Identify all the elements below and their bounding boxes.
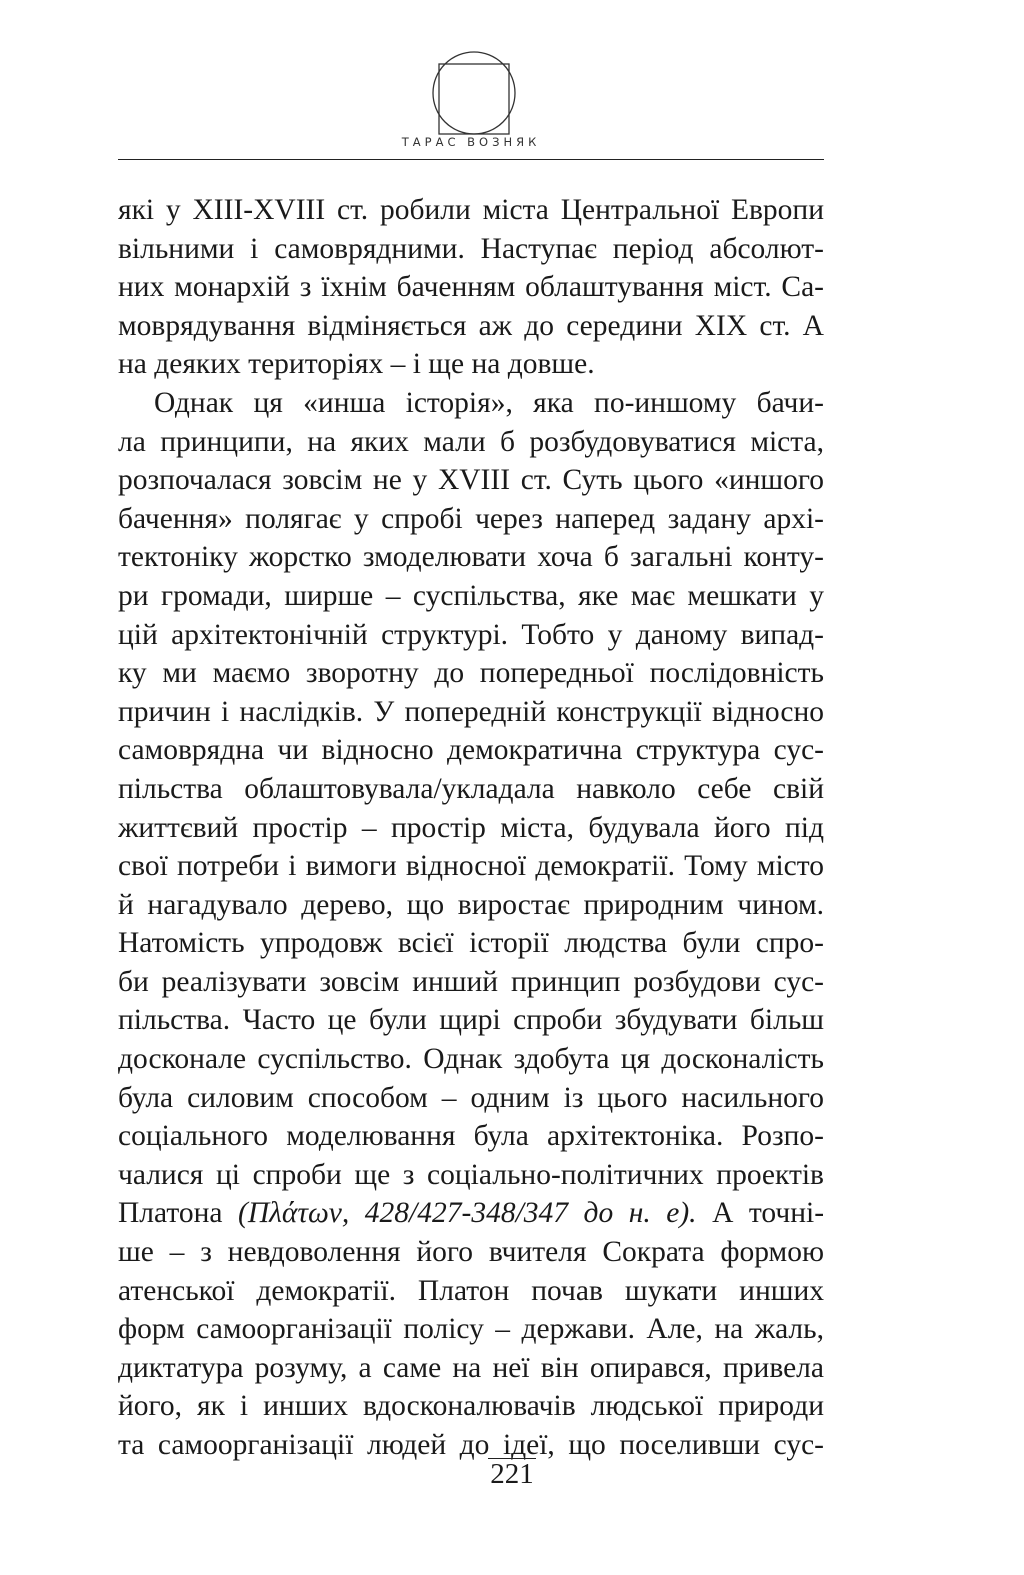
text-line: соціального моделювання була архітектоніка. Розпо-	[118, 1120, 824, 1153]
text-line: атенської демократії. Платон почав шукати инших	[118, 1274, 824, 1307]
running-head: ТАРАС ВОЗНЯК	[401, 135, 541, 149]
text-line-with-citation	[118, 1194, 824, 1233]
body-text	[118, 191, 824, 1465]
text-line: диктатура розуму, а саме на неї він опирався, привела	[118, 1351, 824, 1384]
text-line: них монархій з їхнім баченням облаштування міст. Са-	[118, 271, 824, 304]
page-number	[0, 1458, 1024, 1491]
text-line: самоврядна чи відносно демократична структура сус-	[118, 734, 824, 767]
text-line: ку ми маємо зворотну до попередньої послідовність	[118, 657, 824, 690]
circle-square-logo-icon	[431, 50, 517, 136]
text-line: була силовим способом – одним із цього насильного	[118, 1081, 824, 1114]
text-line: би реалізувати зовсім инший принцип розбудови сус-	[118, 965, 824, 998]
text-line: свої потреби і вимоги відносної демократії. Тому місто	[118, 850, 824, 883]
text-line: цій архітектонічній структурі. Тобто у даному випад-	[118, 618, 824, 651]
text-line: моврядування відміняється аж до середини XIX ст. А	[118, 309, 824, 342]
italic-citation: (Πλάτων, 428/427-348/347 до н. е).	[238, 1197, 697, 1230]
text-line: пільства. Часто це були щирі спроби збудувати більш	[118, 1004, 824, 1037]
page-number-text: 221	[490, 1458, 534, 1490]
text-line: ла принципи, на яких мали б розбудовуватися міста,	[118, 425, 824, 458]
text-line: ри громади, ширше – суспільства, яке має мешкати у	[118, 579, 824, 612]
text-line: пільства облаштовувала/укладала навколо себе свій	[118, 772, 824, 805]
text-line: бачення» полягає у спробі через наперед задану архі-	[118, 502, 824, 535]
text-line: чалися ці спроби ще з соціально-політичних проектів	[118, 1158, 824, 1191]
text-line: причин і наслідків. У попередній конструкції відносно	[118, 695, 824, 728]
text-line: ше – з невдоволення його вчителя Сократа формою	[118, 1236, 824, 1269]
text-line: його, як і инших вдосконалювачів людської природи	[118, 1390, 824, 1423]
text-line: форм самоорганізації полісу – держави. Але, на жаль,	[118, 1313, 824, 1346]
text-line: розпочалася зовсім не у XVIII ст. Суть цього «иншого	[118, 464, 824, 497]
text-segment: А точні-	[712, 1197, 824, 1230]
text-line: та самоорганізації людей до ідеї, що поселивши сус-	[118, 1429, 824, 1461]
text-line: життєвий простір – простір міста, будувала його під	[118, 811, 824, 844]
text-segment: Платона	[118, 1197, 223, 1230]
text-line: вільними і самоврядними. Наступає період абсолют-	[118, 232, 824, 265]
text-line: досконале суспільство. Однак здобута ця досконалість	[118, 1043, 824, 1076]
text-line: й нагадувало дерево, що виростає природним чином.	[118, 888, 824, 921]
text-line: тектоніку жорстко змоделювати хоча б загальні конту-	[118, 541, 824, 574]
text-line: Натомість упродовж всієї історії людства були спро-	[118, 927, 824, 960]
text-line: які у XIII-XVIII ст. робили міста Центральної Европи	[118, 194, 824, 226]
header-rule	[118, 159, 824, 160]
text-line: на деяких територіях – і ще на довше.	[118, 348, 595, 381]
text-line: Однак ця «инша історія», яка по-иншому бачи-	[154, 386, 824, 419]
